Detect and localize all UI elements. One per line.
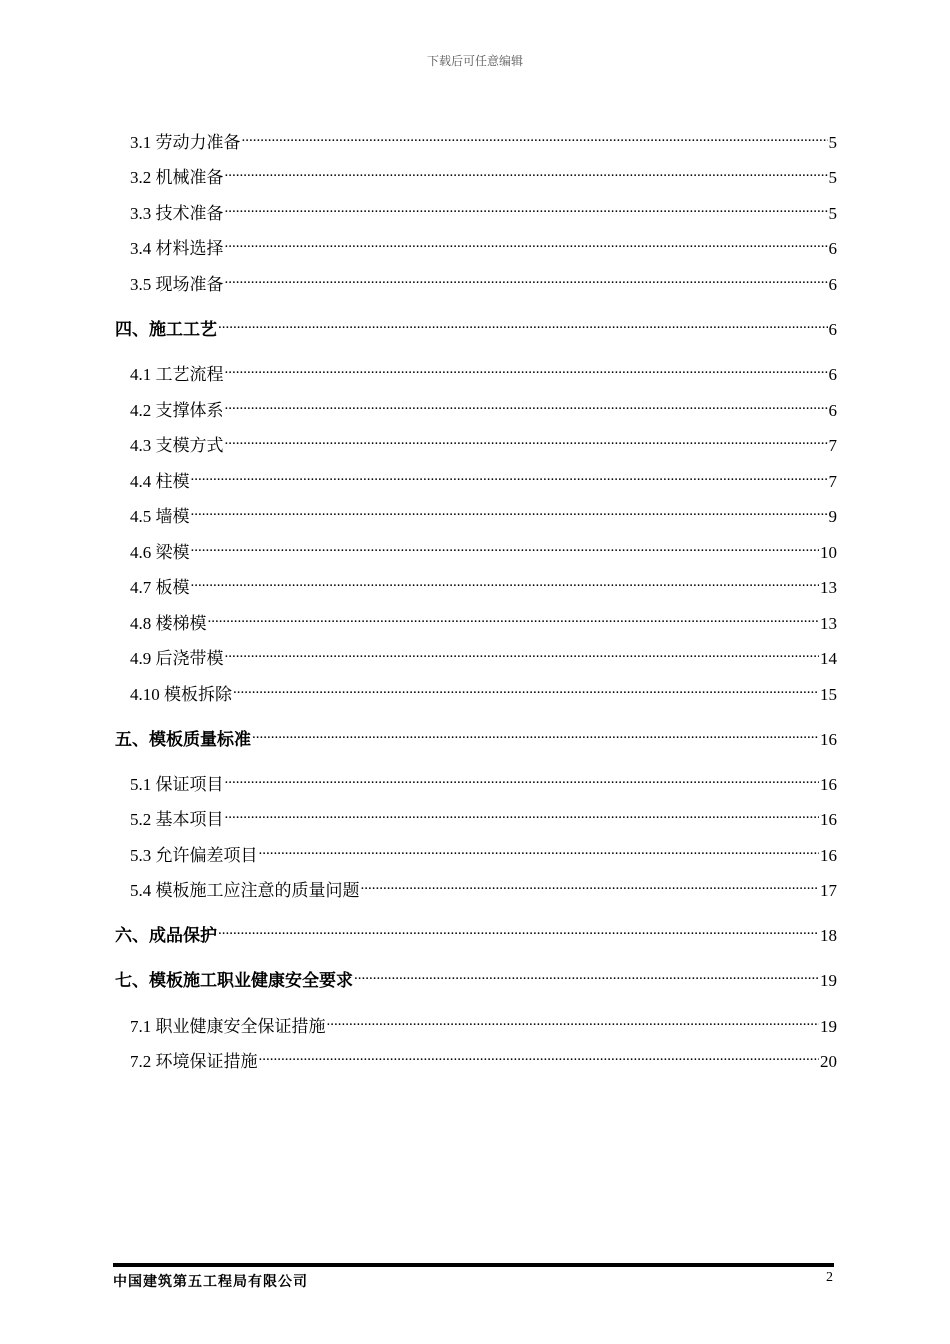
- toc-entry-label: 五、模板质量标准: [115, 730, 251, 750]
- toc-dot-leader: [225, 356, 828, 380]
- toc-entry-page: 18: [820, 926, 837, 945]
- toc-entry-label: 4.5 墙模: [130, 507, 190, 526]
- toc-entry-page: 5: [828, 204, 837, 223]
- toc-dot-leader: [225, 266, 828, 290]
- toc-section-entry[interactable]: [130, 534, 837, 562]
- toc-entry-label: 5.1 保证项目: [130, 775, 224, 794]
- toc-dot-leader: [225, 427, 828, 451]
- toc-entry-label: 4.7 板模: [130, 578, 190, 597]
- toc-section-entry[interactable]: [130, 498, 837, 526]
- toc-chapter-entry[interactable]: [115, 311, 837, 340]
- toc-entry-page: 20: [820, 1052, 837, 1071]
- toc-entry-label: 4.2 支撑体系: [130, 401, 224, 420]
- toc-dot-leader: [354, 962, 819, 986]
- toc-dot-leader: [191, 498, 828, 522]
- toc-dot-leader: [208, 605, 820, 629]
- toc-dot-leader: [225, 392, 828, 416]
- toc-dot-leader: [225, 766, 820, 790]
- toc-section-entry[interactable]: [130, 159, 837, 187]
- toc-dot-leader: [225, 159, 828, 183]
- toc-entry-label: 3.1 劳动力准备: [130, 133, 241, 152]
- toc-entry-label: 3.3 技术准备: [130, 204, 224, 223]
- toc-entry-label: 4.10 模板拆除: [130, 685, 232, 704]
- toc-section-entry[interactable]: [130, 427, 837, 455]
- toc-dot-leader: [252, 721, 819, 745]
- toc-section-entry[interactable]: [130, 801, 837, 829]
- toc-dot-leader: [225, 230, 828, 254]
- toc-entry-page: 7: [828, 436, 837, 455]
- toc-entry-page: 6: [828, 239, 837, 258]
- toc-entry-label: 3.2 机械准备: [130, 168, 224, 187]
- toc-entry-page: 17: [820, 881, 837, 900]
- header-note: 下载后可任意编辑: [426, 54, 523, 68]
- toc-dot-leader: [327, 1008, 820, 1032]
- toc-entry-page: 6: [828, 365, 837, 384]
- toc-entry-label: 七、模板施工职业健康安全要求: [115, 971, 353, 991]
- toc-entry-page: 9: [828, 507, 837, 526]
- toc-entry-label: 4.9 后浇带模: [130, 649, 224, 668]
- toc-entry-label: 5.3 允许偏差项目: [130, 846, 258, 865]
- toc-dot-leader: [191, 463, 828, 487]
- toc-section-entry[interactable]: [130, 195, 837, 223]
- toc-entry-page: 5: [828, 133, 837, 152]
- toc-dot-leader: [242, 124, 828, 148]
- toc-entry-label: 4.1 工艺流程: [130, 365, 224, 384]
- toc-chapter-entry[interactable]: [115, 721, 837, 750]
- toc-entry-label: 3.5 现场准备: [130, 275, 224, 294]
- toc-entry-page: 14: [820, 649, 837, 668]
- footer-rule: [113, 1263, 834, 1267]
- toc-dot-leader: [259, 1043, 820, 1067]
- toc-section-entry[interactable]: [130, 356, 837, 384]
- toc-entry-label: 4.8 楼梯模: [130, 614, 207, 633]
- toc-dot-leader: [225, 195, 828, 219]
- toc-entry-label: 4.3 支模方式: [130, 436, 224, 455]
- toc-entry-page: 16: [820, 846, 837, 865]
- toc-section-entry[interactable]: [130, 766, 837, 794]
- toc-entry-label: 3.4 材料选择: [130, 239, 224, 258]
- toc-entry-page: 7: [828, 472, 837, 491]
- toc-section-entry[interactable]: [130, 605, 837, 633]
- toc-entry-label: 5.2 基本项目: [130, 810, 224, 829]
- footer-company-name: 中国建筑第五工程局有限公司: [113, 1274, 308, 1290]
- toc-dot-leader: [218, 917, 819, 941]
- toc-entry-page: 19: [820, 971, 837, 990]
- toc-section-entry[interactable]: [130, 676, 837, 704]
- toc-entry-page: 6: [828, 401, 837, 420]
- toc-section-entry[interactable]: [130, 837, 837, 865]
- toc-section-entry[interactable]: [130, 392, 837, 420]
- toc-section-entry[interactable]: [130, 124, 837, 152]
- toc-section-entry[interactable]: [130, 872, 837, 900]
- toc-entry-page: 15: [820, 685, 837, 704]
- toc-dot-leader: [225, 640, 820, 664]
- toc-entry-label: 4.4 柱模: [130, 472, 190, 491]
- toc-dot-leader: [218, 311, 828, 335]
- toc-entry-label: 7.2 环境保证措施: [130, 1052, 258, 1071]
- toc-chapter-entry[interactable]: [115, 962, 837, 991]
- toc-dot-leader: [191, 569, 820, 593]
- toc-entry-page: 19: [820, 1017, 837, 1036]
- toc-entry-page: 13: [820, 578, 837, 597]
- toc-section-entry[interactable]: [130, 266, 837, 294]
- toc-entry-page: 16: [820, 775, 837, 794]
- toc-entry-label: 5.4 模板施工应注意的质量问题: [130, 881, 360, 900]
- toc-dot-leader: [191, 534, 820, 558]
- toc-entry-label: 4.6 梁模: [130, 543, 190, 562]
- toc-section-entry[interactable]: [130, 640, 837, 668]
- toc-section-entry[interactable]: [130, 569, 837, 597]
- toc-entry-page: 16: [820, 810, 837, 829]
- toc-entry-label: 7.1 职业健康安全保证措施: [130, 1017, 326, 1036]
- toc-dot-leader: [361, 872, 820, 896]
- toc-entry-label: 六、成品保护: [115, 926, 217, 946]
- toc-section-entry[interactable]: [130, 1043, 837, 1071]
- toc-dot-leader: [233, 676, 819, 700]
- toc-dot-leader: [259, 837, 820, 861]
- toc-chapter-entry[interactable]: [115, 917, 837, 946]
- toc-dot-leader: [225, 801, 820, 825]
- footer-page-number: 2: [826, 1270, 833, 1285]
- toc-entry-page: 16: [820, 730, 837, 749]
- toc-section-entry[interactable]: [130, 230, 837, 258]
- toc-entry-page: 6: [828, 320, 837, 339]
- toc-entry-page: 13: [820, 614, 837, 633]
- toc-entry-label: 四、施工工艺: [115, 320, 217, 340]
- toc-section-entry[interactable]: [130, 1008, 837, 1036]
- toc-entry-page: 5: [828, 168, 837, 187]
- toc-entry-page: 6: [828, 275, 837, 294]
- toc-section-entry[interactable]: [130, 463, 837, 491]
- toc-entry-page: 10: [820, 543, 837, 562]
